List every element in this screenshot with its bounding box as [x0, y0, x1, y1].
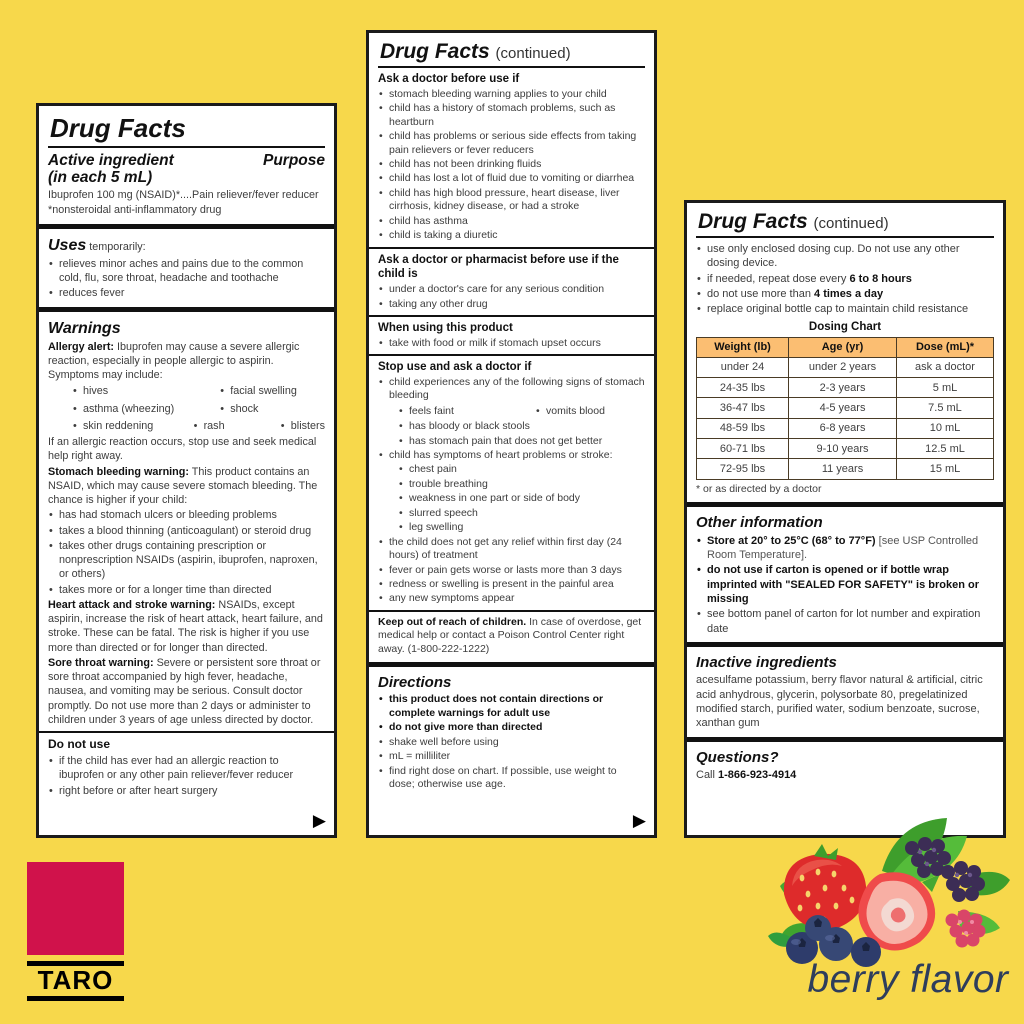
taro-logo: TARO	[27, 961, 124, 1001]
title-rule	[48, 146, 325, 148]
when-using-section: When using this product • take with food or milk if stomach upset occurs	[378, 321, 645, 350]
warnings-section: Warnings Allergy alert: Ibuprofen may cause a severe allergic reaction, especially in people allergic to aspirin. Symptoms may include: • hives • facial swelling • asthma (wheezing) • shock • skin reddening • rash • blisters If an allergic reaction occurs, stop use and seek medical help right away. Stomach bleeding warning: This product contains an NSAID, which may cause severe stomach bleeding. The chance is higher if your child: • has had stomach ulcers or bleeding problems • takes a blood thinning (anticoagulant) or steroid drug • takes other drugs containing prescription or nonprescription NSAIDs (aspirin, ibuprofen, naproxen, or others) • takes more or for a longer time than directed Heart attack and stroke warning: NSAIDs, except aspirin, increase the risk of heart attack, heart failure, and stroke. These can be fatal. The risk is higher if you use more than directed or for longer than directed. Sore throat warning: Severe or persistent sore throat or sore throat accompanied by high fever, headache, nausea, and vomiting may be serious. Consult doctor promptly. Do not use more than 2 days or administer to children under 3 years of age unless directed by doctor.	[48, 318, 325, 728]
section-divider	[369, 610, 654, 612]
nsaid-footnote: *nonsteroidal anti-inflammatory drug	[48, 204, 222, 217]
section-divider	[39, 307, 334, 312]
ask-doctor-section: Ask a doctor before use if • stomach bleeding warning applies to your child • child has a history of stomach problems, such as heartburn • child has problems or serious side effects from taking pain relievers or fever reducers • child has not been drinking fluids • child has lost a lot of fluid due to vomiting or diarrhea • child has high blood pressure, heart disease, liver cirrhosis, kidney disease, or had a stroke • child has asthma • child is taking a diuretic	[378, 72, 645, 243]
section-divider	[369, 247, 654, 249]
dosing-chart-table	[696, 337, 994, 480]
table-row: 48-59 lbs 6-8 years 10 mL	[697, 418, 994, 438]
table-row: 24-35 lbs 2-3 years 5 mL	[697, 378, 994, 398]
section-divider	[369, 354, 654, 356]
table-row: 36-47 lbs 4-5 years 7.5 mL	[697, 398, 994, 418]
drug-facts-title: Drug Facts (continued)	[698, 210, 889, 233]
taro-logo-square	[27, 862, 124, 955]
raspberry-icon	[946, 910, 986, 948]
symptom-row: • skin reddening • rash • blisters	[48, 418, 325, 434]
flavor-label: berry flavor	[807, 958, 1009, 1001]
do-not-use-section: Do not use • if the child has ever had an allergic reaction to ibuprofen or any other pain reliever/fever reducer • right before or after heart surgery	[48, 737, 325, 798]
section-divider	[369, 315, 654, 317]
symptom-row: • feels faint • vomits blood	[378, 404, 645, 419]
continue-arrow-icon: ▶	[312, 811, 326, 830]
uses-bullet: • relieves minor aches and pains due to the common cold, flu, sore throat, headache and toothache	[48, 257, 325, 286]
table-row: under 24 under 2 years ask a doctor	[697, 357, 994, 377]
uses-bullet: • reduces fever	[48, 286, 325, 300]
active-ingredient-line: Ibuprofen 100 mg (NSAID)*....Pain reliever/fever reducer	[48, 189, 319, 202]
drug-facts-panel-2	[366, 30, 657, 838]
dosing-instructions: • use only enclosed dosing cup. Do not use any other dosing device. • if needed, repeat dose every 6 to 8 hours • do not use more than 4 times a day • replace original bottle cap to maintain child resistance Dosing Chart Weight (lb) Age (yr) Dose (mL)* under 24 under 2 years ask a doctor 24-35 lbs 2-3 years 5 mL 36-47 lbs 4-5 years 7.5 mL 48-59 lbs 6-8 years 10 mL 60-71 lbs 9-10 years 12.5 mL 72-95 lbs 11 years 15 mL * or as directed by a doctor	[696, 242, 994, 496]
inactive-ingredients-section: Inactive ingredients acesulfame potassium, berry flavor natural & artificial, citric acid anhydrous, glycerin, polysorbate 80, pregelatinized modified starch, purified water, sodium benzoate, sucrose, xanthan gum	[696, 653, 983, 730]
dosing-chart-title: Dosing Chart	[808, 320, 882, 333]
drug-facts-title: Drug Facts (continued)	[380, 40, 571, 63]
drug-facts-panel-1	[36, 103, 337, 838]
symptom-row: • hives • facial swelling	[48, 383, 325, 399]
phone-number: 1-866-923-4914	[718, 769, 797, 781]
section-divider	[687, 502, 1003, 507]
ask-pharmacist-section: Ask a doctor or pharmacist before use if the child is • under a doctor's care for any serious condition • taking any other drug	[378, 253, 645, 311]
other-information-section: Other information • Store at 20° to 25°C (68° to 77°F) [see USP Controlled Room Temperature]. • do not use if carton is opened or if bottle wrap imprinted with "SEALED FOR SAFETY" is broken or missing • see bottom panel of carton for lot number and expiration date	[696, 513, 994, 636]
title-rule	[696, 236, 994, 238]
directions-section: Directions • this product does not contain directions or complete warnings for adult use • do not give more than directed • shake well before using • mL = milliliter • find right dose on chart. If possible, use weight to dose; otherwise use age.	[378, 673, 645, 791]
drug-facts-title: Drug Facts	[50, 113, 186, 143]
questions-section: Questions? Call 1-866-923-4914	[696, 748, 797, 781]
section-divider	[687, 642, 1003, 647]
purpose-heading: Purpose	[262, 151, 325, 169]
keep-out-of-reach: Keep out of reach of children. In case of overdose, get medical help or contact a Poison Control Center right away. (1-800-222-1222)	[378, 615, 642, 655]
chart-footnote: * or as directed by a doctor	[696, 482, 822, 495]
table-header-row: Weight (lb) Age (yr) Dose (mL)*	[697, 337, 994, 357]
uses-section: Uses temporarily: • relieves minor aches and pains due to the common cold, flu, sore throat, headache and toothache • reduces fever	[48, 235, 325, 301]
berries-illustration	[762, 816, 1018, 976]
drug-facts-panel-3	[684, 200, 1006, 838]
section-divider	[39, 731, 334, 733]
symptom-row: • asthma (wheezing) • shock	[48, 401, 325, 417]
active-ingredient-heading: Active ingredient (in each 5 mL)	[48, 151, 174, 187]
table-row: 72-95 lbs 11 years 15 mL	[697, 459, 994, 479]
section-divider	[369, 662, 654, 667]
section-divider	[39, 224, 334, 229]
stop-use-section: Stop use and ask a doctor if • child experiences any of the following signs of stomach bleeding • feels faint • vomits blood • has bloody or black stools • has stomach pain that does not get better • child has symptoms of heart problems or stroke: • chest pain • trouble breathing • weakness in one part or side of body • slurred speech • leg swelling • the child does not get any relief within first day (24 hours) of treatment • fever or pain gets worse or lasts more than 3 days • redness or swelling is present in the painful area • any new symptoms appear	[378, 360, 645, 606]
continue-arrow-icon: ▶	[632, 811, 646, 830]
section-divider	[687, 737, 1003, 742]
title-rule	[378, 66, 645, 68]
active-ingredient-section	[48, 152, 325, 218]
table-row: 60-71 lbs 9-10 years 12.5 mL	[697, 439, 994, 459]
